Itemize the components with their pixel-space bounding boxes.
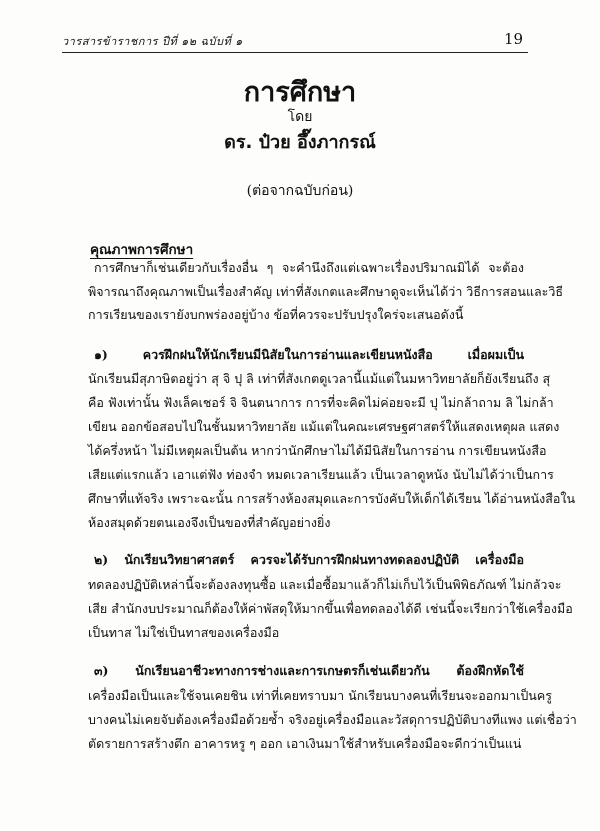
continued-note: (ต่อจากฉบับก่อน): [246, 183, 354, 199]
author-name: ดร. ป๋วย อึ๊งภากรณ์: [224, 132, 376, 153]
body-line: ศึกษาที่แท้จริง เพราะฉะนั้น การสร้างห้องสมุดและการบังคับให้เด็กได้เรียน ได้อ่านหนังสือใน: [88, 491, 576, 506]
body-line: นักเรียนมีสุภาษิตอยู่ว่า สุ จิ ปุ ลิ เท่าที่สังเกตดูเวลานี้แม้แต่ในมหาวิทยาลัยก็ยังเรียนถึง สุ: [88, 371, 551, 386]
body-line: พิจารณาถึงคุณภาพเป็นเรื่องสำคัญ เท่าที่สังเกตและศึกษาดูจะเห็นได้ว่า วิธีการสอนและวิธี: [88, 284, 564, 299]
journal-header: วารสารข้าราชการ ปีที่ ๑๒ ฉบับที่ ๑: [62, 35, 243, 48]
body-line: ตัดรายการสร้างตึก อาคารหรู ๆ ออก เอาเงินมาใช้สำหรับเครื่องมือจะดีกว่าเป็นแน่: [88, 736, 522, 751]
byline-label: โดย: [287, 109, 313, 125]
body-line: เป็นทาส ไม่ใช่เป็นทาสของเครื่องมือ: [88, 625, 280, 640]
body-line: ๓) นักเรียนอาชีวะทางการช่างและการเกษตรก็เช่นเดียวกัน ต้องฝึกหัดใช้: [94, 663, 524, 678]
header-rule: [62, 52, 528, 53]
page-number: 19: [504, 30, 524, 48]
article-title: การศึกษา: [243, 77, 357, 108]
body-line: เสีย สำนักงบประมาณก็ต้องให้ค่าพัสดุให้มากขึ้นเพื่อทดลองได้ดี เช่นนี้จะเรียกว่าใช้เครื่องมือ: [88, 601, 573, 616]
body-line: การเรียนของเรายังบกพร่องอยู่บ้าง ข้อที่ควรจะปรับปรุงใคร่จะเสนอดังนี้: [88, 307, 464, 322]
body-line: คือ ฟังเท่านั้น ฟังเล็คเชอร์ จิ จินตนาการ การที่จะคิดไม่ค่อยจะมี ปุ ไม่กล้าถาม ลิ ไม่กล้า: [88, 395, 554, 410]
body-line: เครื่องมือเป็นและใช้จนเคยชิน เท่าที่เคยทราบมา นักเรียนบางคนที่เรียนจะออกมาเป็นครู: [88, 688, 552, 703]
body-line: ๑) ควรฝึกฝนให้นักเรียนมีนิสัยในการอ่านและเขียนหนังสือ เมื่อผมเป็น: [94, 347, 524, 362]
body-line: บางคนไม่เคยจับต้องเครื่องมือด้วยซ้ำ จริงอยู่เครื่องมือและวัสดุการปฏิบัติบางทีแพง แต่เชื่อว่า: [88, 712, 577, 727]
body-line: ได้ครึ่งหน้า ไม่มีเหตุผลเป็นต้น หากว่านักศึกษาไม่ได้มีนิสัยในการอ่าน การเขียนหนังสือ: [88, 443, 547, 458]
body-line: เสียแต่แรกแล้ว เอาแต่ฟัง ท่องจำ หมดเวลาเรียนแล้ว เป็นเวลาดูหนัง นับไม่ได้ว่าเป็นการ: [88, 467, 554, 482]
body-line: ห้องสมุดด้วยตนเองจึงเป็นของที่สำคัญอย่างยิ่ง: [88, 515, 331, 530]
body-line: ทดลองปฏิบัติเหล่านี้จะต้องลงทุนซื้อ และเมื่อซื้อมาแล้วก็ไม่เก็บไว้เป็นพิพิธภัณฑ์ ไม่กลัวจะ: [88, 577, 562, 592]
section-heading: คุณภาพการศึกษา: [90, 242, 194, 258]
body-line: เขียน ออกข้อสอบไปในชั้นมหาวิทยาลัย แม้แต่ในคณะเศรษฐศาสตร์ให้แสดงเหตุผล แสดง: [88, 419, 560, 434]
body-line: การศึกษาก็เช่นเดียวกับเรื่องอื่น ๆ จะคำนึงถึงแต่เฉพาะเรื่องปริมาณมิได้ จะต้อง: [94, 260, 524, 275]
body-line: ๒) นักเรียนวิทยาศาสตร์ ควรจะได้รับการฝึกฝนทางทดลองปฏิบัติ เครื่องมือ: [94, 552, 524, 567]
